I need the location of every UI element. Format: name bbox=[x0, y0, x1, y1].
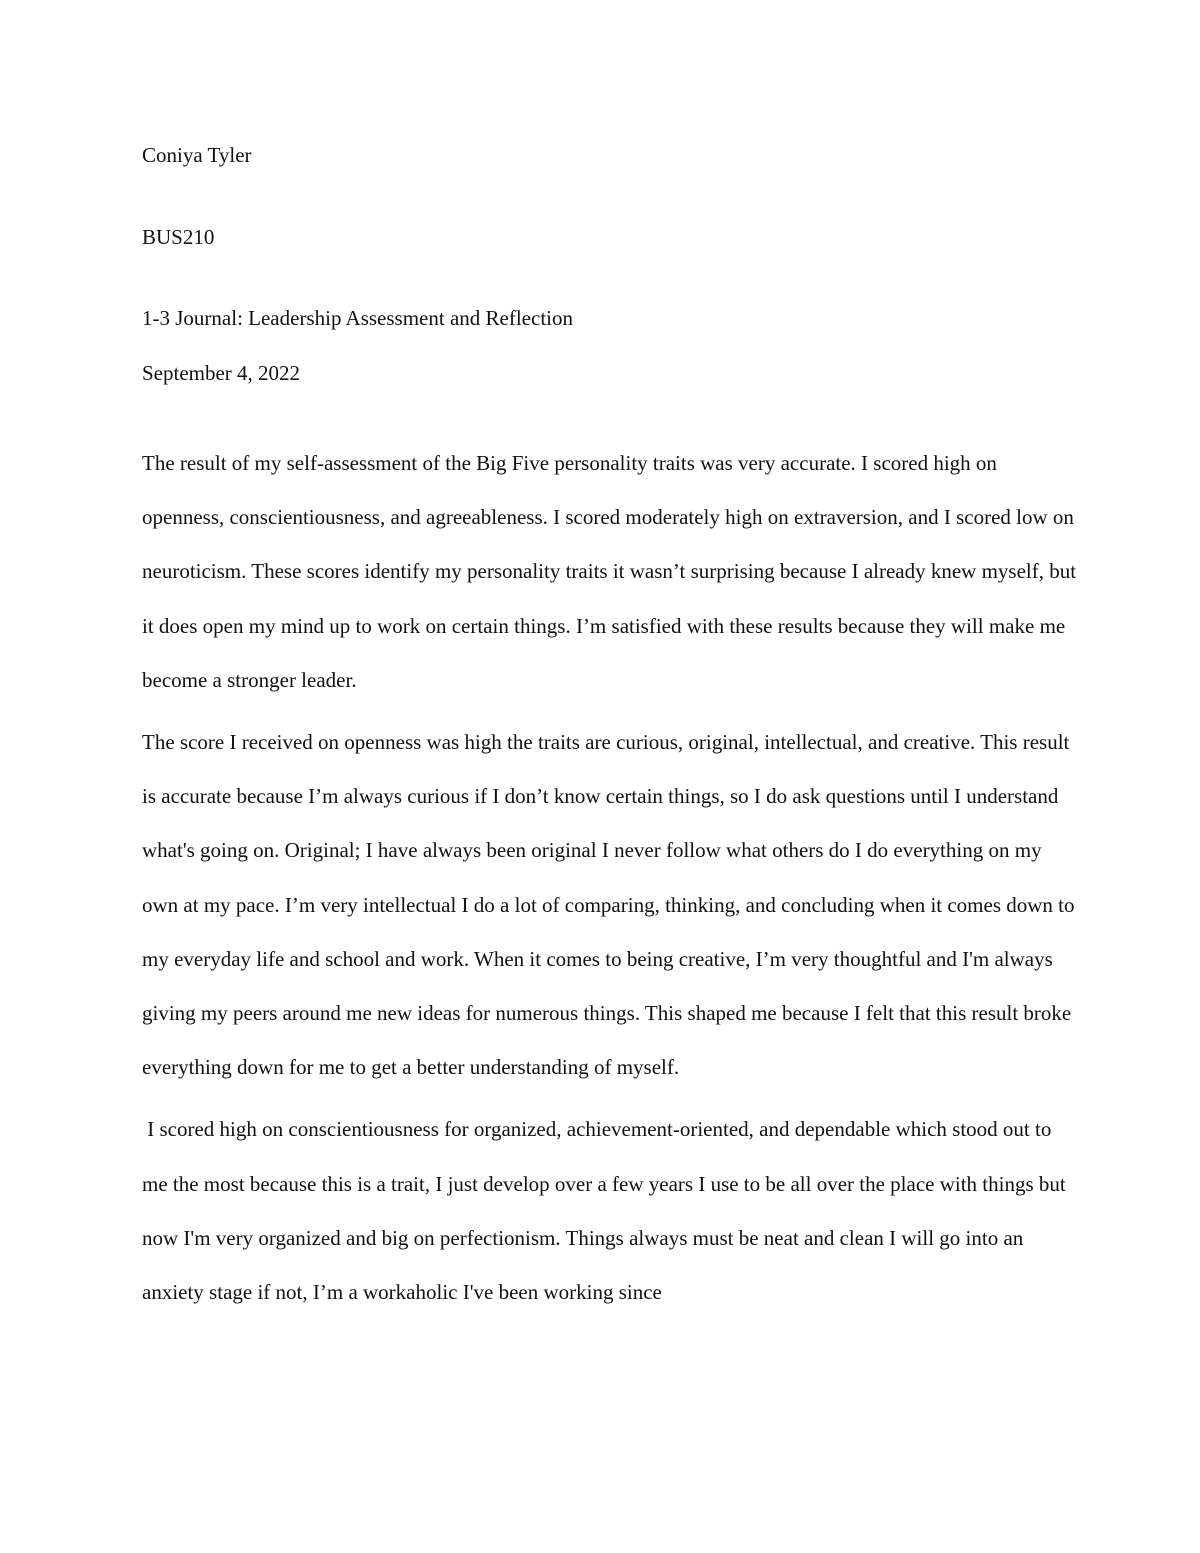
document-title: 1-3 Journal: Leadership Assessment and Reflection bbox=[142, 306, 573, 330]
document-date: September 4, 2022 bbox=[142, 361, 301, 385]
author-name: Coniya Tyler bbox=[142, 143, 252, 167]
paragraph: The result of my self-assessment of the Big Five personality traits was very accurate. I scored high on openness, conscientiousness, and agreeableness. I scored moderately high on extraversion, and I scored low on neuroticism. These scores identify my personality traits it wasn’t surprising because I already knew myself, but it does open my mind up to work on certain things. I’m satisfied with these results because they will make me become a stronger leader. bbox=[142, 451, 1077, 692]
paragraph: I scored high on conscientiousness for organized, achievement-oriented, and dependable which stood out to me the most because this is a trait, I just develop over a few years I use to be all over the place with things but now I'm very organized and big on perfectionism. Things always must be neat and clean I will go into an anxiety stage if not, I’m a workaholic I've been working since bbox=[142, 1117, 1071, 1305]
course-code: BUS210 bbox=[142, 225, 215, 249]
paragraph: The score I received on openness was high the traits are curious, original, intellectual, and creative. This result is accurate because I’m always curious if I don’t know certain things, so I do ask questions until I understand what's going on. Original; I have always been original I never follow what others do I do everything on my own at my pace. I’m very intellectual I do a lot of comparing, thinking, and concluding when it comes down to my everyday life and school and work. When it comes to being creative, I’m very thoughtful and I'm always giving my peers around me new ideas for numerous things. This shaped me because I felt that this result broke everything down for me to get a better understanding of myself. bbox=[142, 730, 1075, 1080]
document-body bbox=[142, 436, 1077, 1319]
